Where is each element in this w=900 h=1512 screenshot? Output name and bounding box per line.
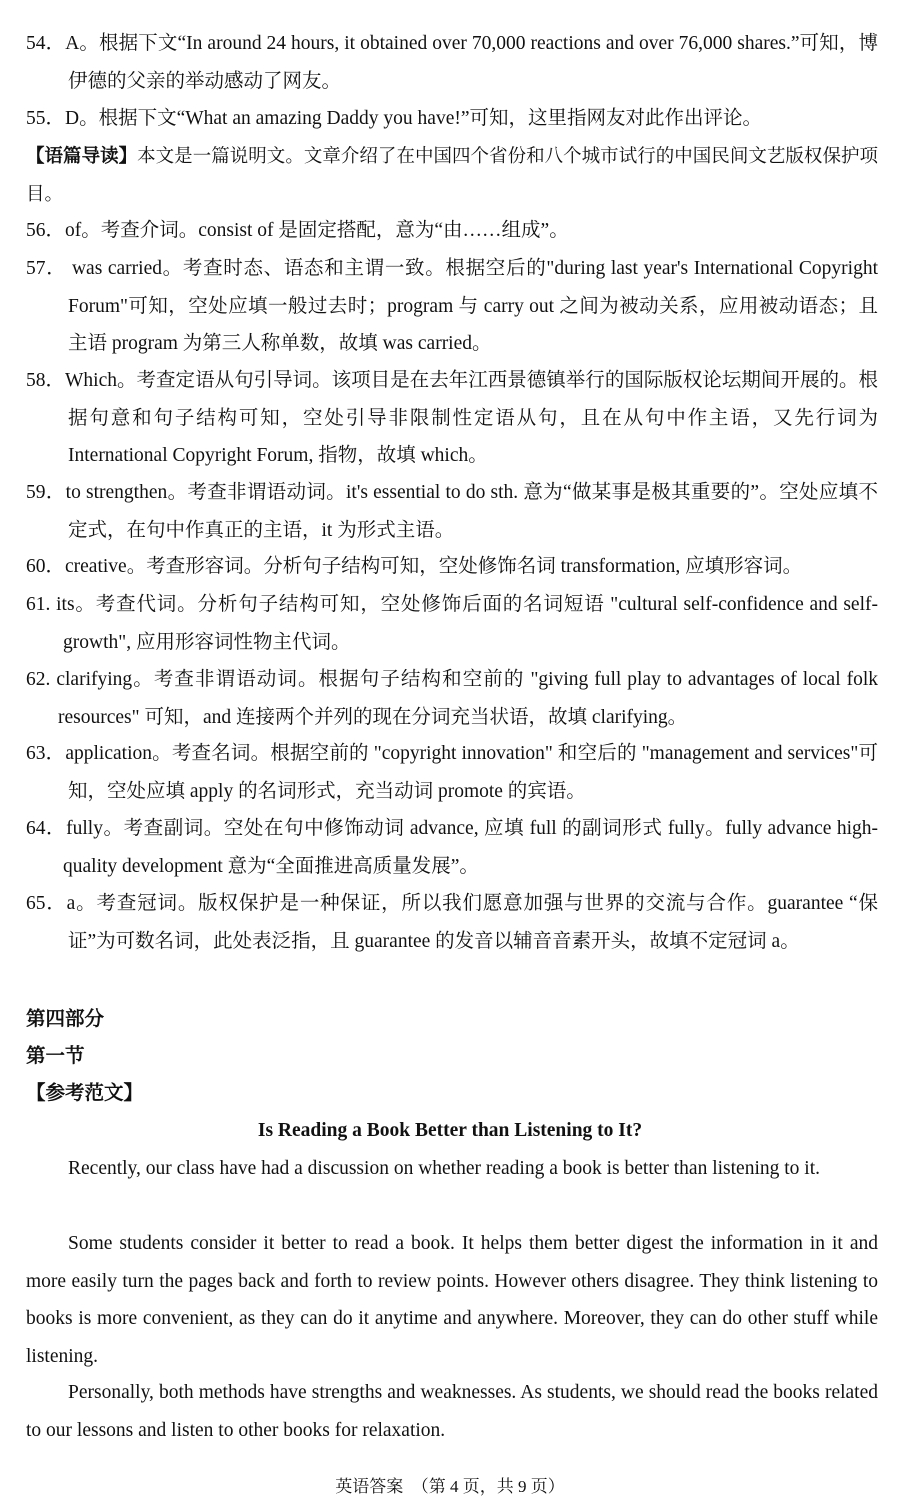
essay-paragraph-1: Recently, our class have had a discussion on whether reading a book is better than listening to it. — [68, 1158, 821, 1179]
answer-65: 65．a。考查冠词。版权保护是一种保证，所以我们愿意加强与世界的交流与合作。guarantee “保证”为可数名词，此处表泛指，且 guarantee 的发音以辅音音素开头，故填不定冠词 a。 — [26, 893, 878, 952]
answer-59: 59．to strengthen。考查非谓语动词。it's essential to do sth. 意为“做某事是极其重要的”。空处应填不定式，在句中作真正的主语，it 为形式主语。 — [26, 482, 878, 541]
reading-guide — [26, 138, 878, 213]
reading-guide-text: 本文是一篇说明文。文章介绍了在中国四个省份和八个城市试行的中国民间文艺版权保护项目。 — [26, 146, 878, 205]
answer-60: 60．creative。考查形容词。分析句子结构可知，空处修饰名词 transformation, 应填形容词。 — [26, 556, 803, 577]
answer-62: 62. clarifying。考查非谓语动词。根据句子结构和空前的 "giving full play to advantages of local folk resources" 可知，and 连接两个并列的现在分词充当状语，故填 clarifying。 — [26, 669, 878, 728]
answer-54: 54．A。根据下文“In around 24 hours, it obtained over 70,000 reactions and over 76,000 shares.”可知，博伊德的父亲的举动感动了网友。 — [26, 33, 878, 92]
essay-title: Is Reading a Book Better than Listening to It? — [257, 1120, 643, 1141]
answer-56: 56．of。考查介词。consist of 是固定搭配，意为“由……组成”。 — [26, 220, 569, 241]
answer-57: 57． was carried。考查时态、语态和主谓一致。根据空后的"during last year's International Copyright Forum"可知，空处应填一般过去时；program 与 carry out 之间为被动关系，应用被动语态；且主语 program 为第三人称单数，故填 was carried。 — [26, 258, 878, 354]
answer-58: 58．Which。考查定语从句引导词。该项目是在去年江西景德镇举行的国际版权论坛期间开展的。根据句意和句子结构可知，空处引导非限制性定语从句，且在从句中作主语，又先行词为 International Copyright Forum, 指物，故填 which。 — [26, 370, 878, 466]
section-heading: 第一节 — [26, 1044, 85, 1067]
part-heading: 第四部分 — [26, 1007, 105, 1030]
answer-55: 55．D。根据下文“What an amazing Daddy you have!”可知，这里指网友对此作出评论。 — [26, 108, 762, 129]
model-essay-label: 【参考范文】 — [26, 1081, 144, 1104]
answer-61: 61. its。考查代词。分析句子结构可知，空处修饰后面的名词短语 "cultural self-confidence and self-growth", 应用形容词性物主代词。 — [26, 594, 878, 653]
answer-63: 63．application。考查名词。根据空前的 "copyright innovation" 和空后的 "management and services"可知，空处应填 apply 的名词形式，充当动词 promote 的宾语。 — [26, 743, 878, 802]
page-footer: 英语答案 （第 4 页，共 9 页） — [335, 1477, 565, 1496]
essay-paragraph-2: Some students consider it better to read a book. It helps them better digest the information in it and more easily turn the pages back and forth to review points. However others disagree. They think listening to books is more convenient, as they can do it anytime and anywhere. Moreover, they can do other stuff while listening. — [26, 1233, 878, 1367]
reading-guide-label: 【语篇导读】 — [26, 146, 138, 167]
essay-paragraph-3: Personally, both methods have strengths and weaknesses. As students, we should read the books related to our lessons and listen to other books for relaxation. — [26, 1382, 878, 1441]
answer-64: 64．fully。考查副词。空处在句中修饰动词 advance, 应填 full 的副词形式 fully。fully advance high-quality development 意为“全面推进高质量发展”。 — [26, 818, 878, 877]
